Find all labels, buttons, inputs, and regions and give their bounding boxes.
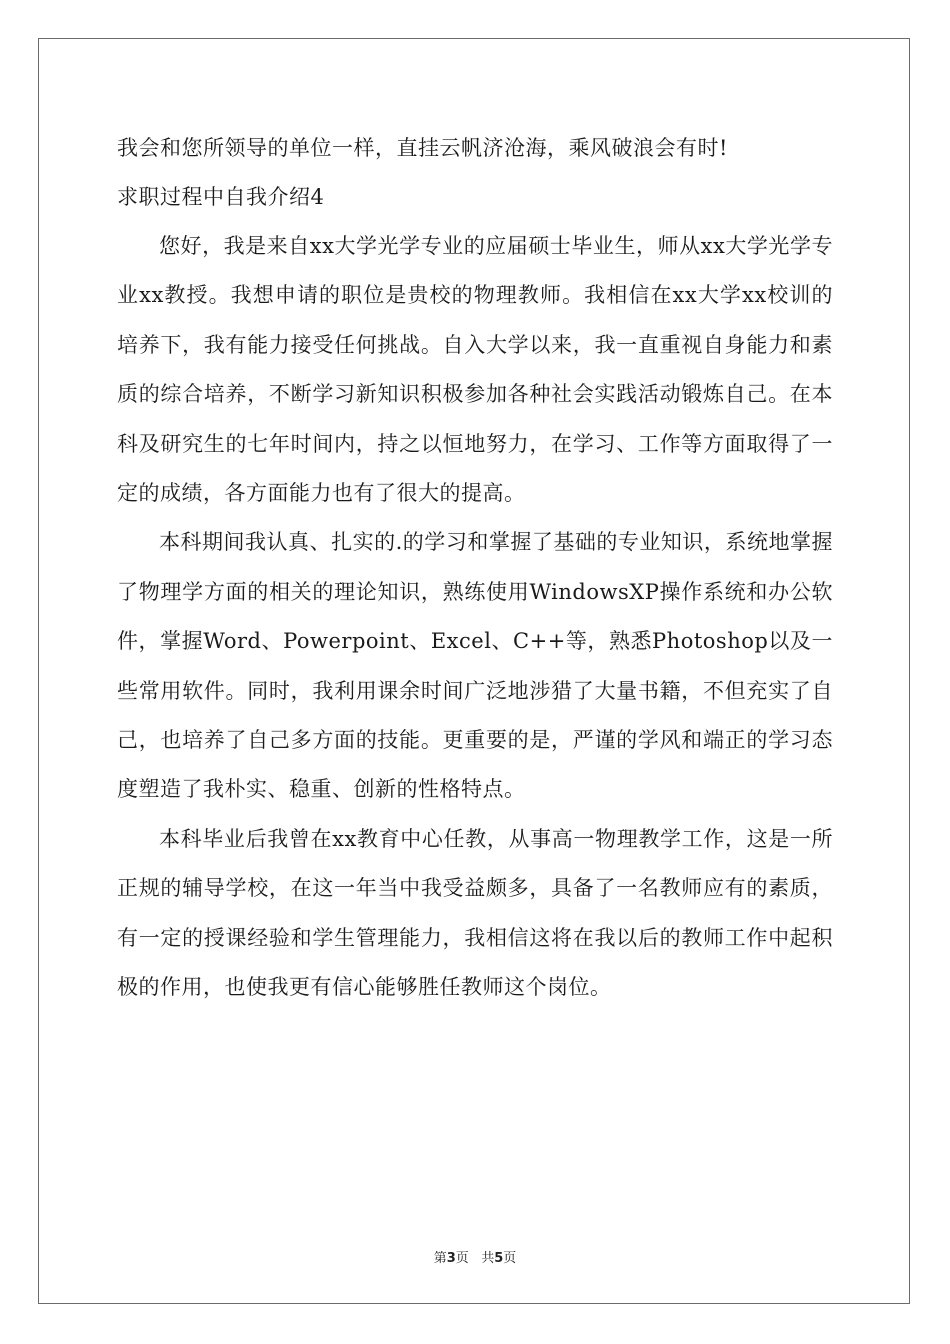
total-page-number: 5 [494,1251,504,1266]
paragraph-undergraduate: 本科期间我认真、扎实的.的学习和掌握了基础的专业知识，系统地掌握了物理学方面的相关的理论知识，熟练使用WindowsXP操作系统和办公软件，掌握Word、Powerpoint、Excel、C++等，熟悉Photoshop以及一些常用软件。同时，我利用课余时间广泛地涉猎了大量书籍，不但充实了自己，也培养了自己多方面的技能。更重要的是，严谨的学风和端正的学习态度塑造了我朴实、稳重、创新的性格特点。 [117,530,833,802]
document-body [117,124,833,1013]
page-footer [0,1247,950,1266]
page-prefix: 第 [433,1251,447,1266]
section-heading: 求职过程中自我介绍4 [117,185,325,209]
total-suffix: 页 [503,1251,517,1266]
page-suffix: 页 [455,1251,469,1266]
current-page-number: 3 [446,1251,456,1266]
total-prefix: 共 [481,1251,495,1266]
closing-line: 我会和您所领导的单位一样，直挂云帆济沧海，乘风破浪会有时! [117,136,728,160]
paragraph-intro: 您好，我是来自xx大学光学专业的应届硕士毕业生，师从xx大学光学专业xx教授。我想申请的职位是贵校的物理教师。我相信在xx大学xx校训的培养下，我有能力接受任何挑战。自入大学以来，我一直重视自身能力和素质的综合培养，不断学习新知识积极参加各种社会实践活动锻炼自己。在本科及研究生的七年时间内，持之以恒地努力，在学习、工作等方面取得了一定的成绩，各方面能力也有了很大的提高。 [117,234,833,506]
paragraph-teaching-experience: 本科毕业后我曾在xx教育中心任教，从事高一物理教学工作，这是一所正规的辅导学校，在这一年当中我受益颇多，具备了一名教师应有的素质，有一定的授课经验和学生管理能力，我相信这将在我以后的教师工作中起积极的作用，也使我更有信心能够胜任教师这个岗位。 [117,826,833,1000]
